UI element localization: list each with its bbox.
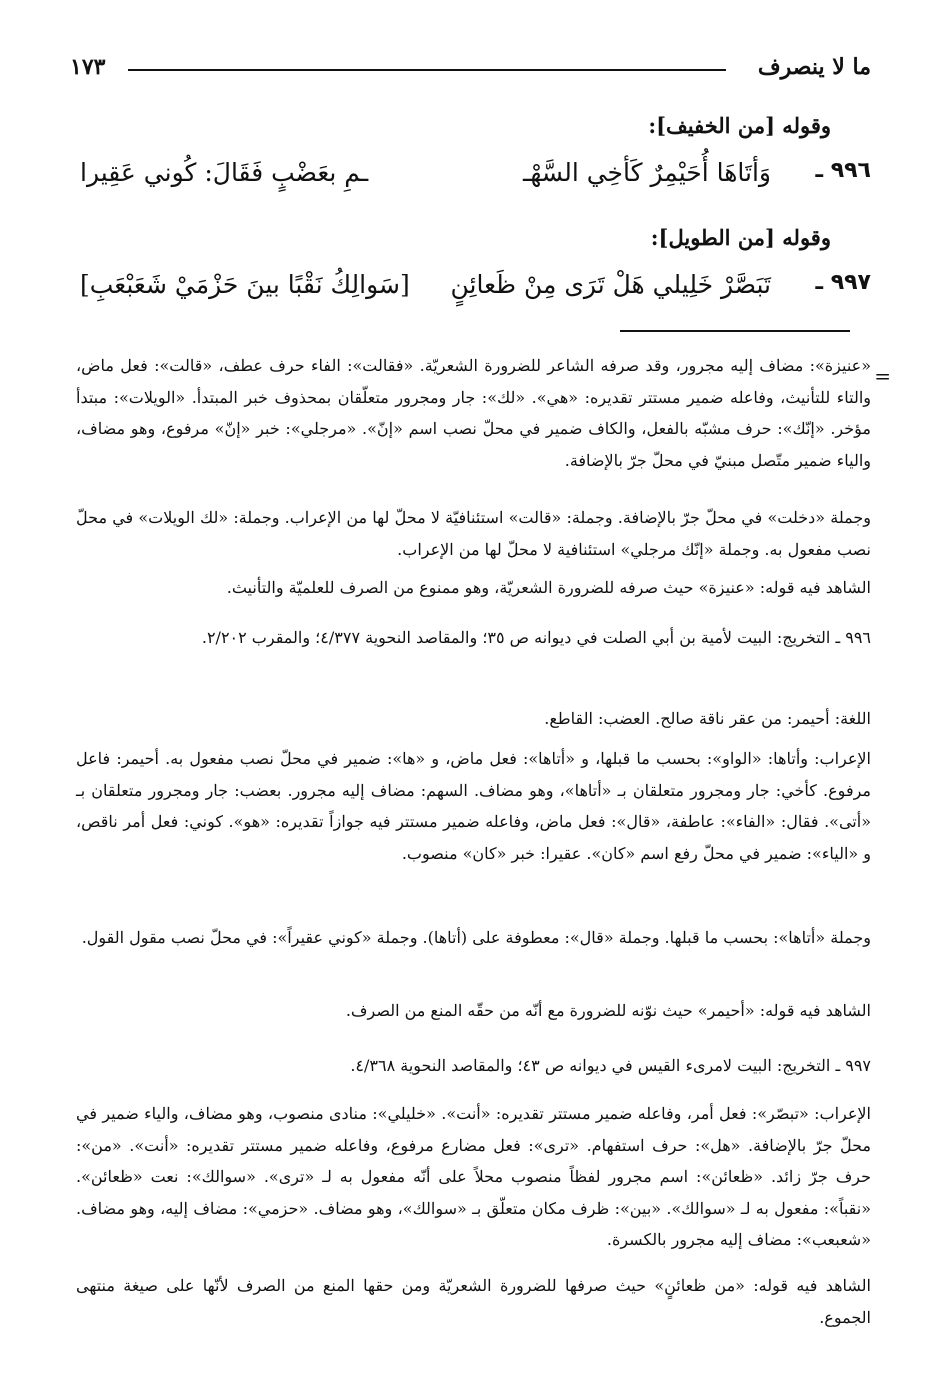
verse-997 — [80, 270, 871, 310]
verse-second-hemistich: ـمِ بعَضْبٍ فَقَالَ: كُوني عَقِيرا — [80, 158, 369, 187]
continuation-marker: = — [874, 364, 891, 388]
verse-996 — [80, 158, 871, 198]
footnote-paragraph: «عنيزة»: مضاف إليه مجرور، وقد صرفه الشاعر للضرورة الشعريّة. «فقالت»: الفاء حرف عطف، «قالت»: فعل ماض، والتاء للتأنيث، وفاعله ضمير مستتر تقديره: «هي». «لك»: جار ومجرور متعلّقان بمحذوف خبر المبتدأ. «الويلات»: مبتدأ مؤخر. «إنّك»: حرف مشبّه بالفعل، والكاف ضمير في محلّ نصب اسم «إنّ». «مرجلي»: خبر «إنّ» مرفوع، وهو مضاف، والياء ضمير متّصل مبنيّ في محلّ جرّ بالإضافة. — [76, 356, 872, 470]
footnote-paragraph: ٩٩٦ ـ التخريج: البيت لأمية بن أبي الصلت في ديوانه ص ٣٥؛ والمقاصد النحوية ٤/٣٧٧؛ والمقرب ٢/٢٠٢. — [201, 628, 871, 647]
footnote-paragraph: اللغة: أحيمر: من عقر ناقة صالح. العضب: القاطع. — [544, 709, 871, 728]
intro-996: وقوله [من الخفيف]: — [648, 113, 831, 138]
footnote-paragraph: وجملة «أتاها»: بحسب ما قبلها. وجملة «قال»: معطوفة على (أتاها). وجملة «كوني عقيراً»: في محلّ نصب مقول القول. — [81, 928, 871, 947]
footnote-paragraph: ٩٩٧ ـ التخريج: البيت لامرىء القيس في ديوانه ص ٤٣؛ والمقاصد النحوية ٤/٣٦٨. — [350, 1056, 871, 1075]
footnote-paragraph: الشاهد فيه قوله: «من ظعائنٍ» حيث صرفها للضرورة الشعريّة ومن حقها المنع من الصرف لأنّها على صيغة منتهى الجموع. — [76, 1276, 871, 1327]
footnote-paragraph: الإعراب: وأتاها: «الواو»: بحسب ما قبلها، و «أتاها»: فعل ماض، و «ها»: ضمير في محلّ نصب مفعول به. أحيمر: فاعل مرفوع. كأخي: جار ومجرور متعلقان بـ «أتاها»، وهو مضاف. السهم: مضاف إليه مجرور. بعضب: جار ومجرور متعلقان بـ «أتى». فقال: «الفاء»: عاطفة، «قال»: فعل ماض، وفاعله ضمير مستتر فيه جوازاً تقديره: «هو». كوني: فعل أمر ناقص، و «الياء»: ضمير في محلّ رفع اسم «كان». عقيرا: خبر «كان» منصوب. — [76, 749, 871, 863]
running-header — [70, 52, 871, 92]
verse-second-hemistich: [سَوالِكُ نَقْبًا بينَ حَزْمَيْ شَعَبْعَبِ] — [80, 270, 410, 299]
verse-first-hemistich: وَأتَاهَا أُحَيْمِرٌ كَأخِي السَّهْـ — [523, 158, 771, 187]
intro-997: وقوله [من الطويل]: — [650, 225, 831, 250]
footnote-paragraph: الإعراب: «تبصّر»: فعل أمر، وفاعله ضمير مستتر تقديره: «أنت». «خليلي»: منادى منصوب، وهو مضاف، والياء ضمير في محلّ جرّ بالإضافة. «هل»: حرف استفهام. «ترى»: فعل مضارع مرفوع، وفاعله ضمير مستتر تقديره: «أنت». «من»: حرف جرّ زائد. «ظعائن»: اسم مجرور لفظاً منصوب محلاً على أنّه مفعول به لـ «ترى». «سوالك»: نعت «ظعائن». «نقباً»: مفعول به لـ «سوالك». «بين»: ظرف مكان متعلّق بـ «سوالك»، وهو مضاف. «حزمي»: مضاف إليه، وهو مضاف. «شعبعب»: مضاف إليه مجرور بالكسرة. — [76, 1104, 872, 1249]
chapter-title: ما لا ينصرف — [757, 54, 871, 80]
footnote-paragraph: الشاهد فيه قوله: «أحيمر» حيث نوّنه للضرورة مع أنّه من حقّه المنع من الصرف. — [345, 1001, 871, 1020]
footnote-paragraph: الشاهد فيه قوله: «عنيزة» حيث صرفه للضرورة الشعريّة، وهو ممنوع من الصرف للعلميّة والتأنيث. — [226, 578, 871, 597]
footnote-paragraph: وجملة «دخلت» في محلّ جرّ بالإضافة. وجملة: «قالت» استئنافيّة لا محلّ لها من الإعراب. وجملة: «لك الويلات» في محلّ نصب مفعول به. وجملة «إنّك مرجلي» استئنافية لا محلّ لها من الإعراب. — [76, 508, 871, 559]
footnote-separator — [620, 330, 850, 332]
verse-first-hemistich: تَبَصَّرْ خَلِيلي هَلْ تَرَى مِنْ ظَعائِنٍ — [450, 270, 771, 299]
verse-number: ٩٩٦ ـ — [815, 158, 871, 183]
header-rule — [128, 69, 726, 71]
page-number: ١٧٣ — [70, 54, 106, 80]
verse-number: ٩٩٧ ـ — [815, 270, 871, 295]
